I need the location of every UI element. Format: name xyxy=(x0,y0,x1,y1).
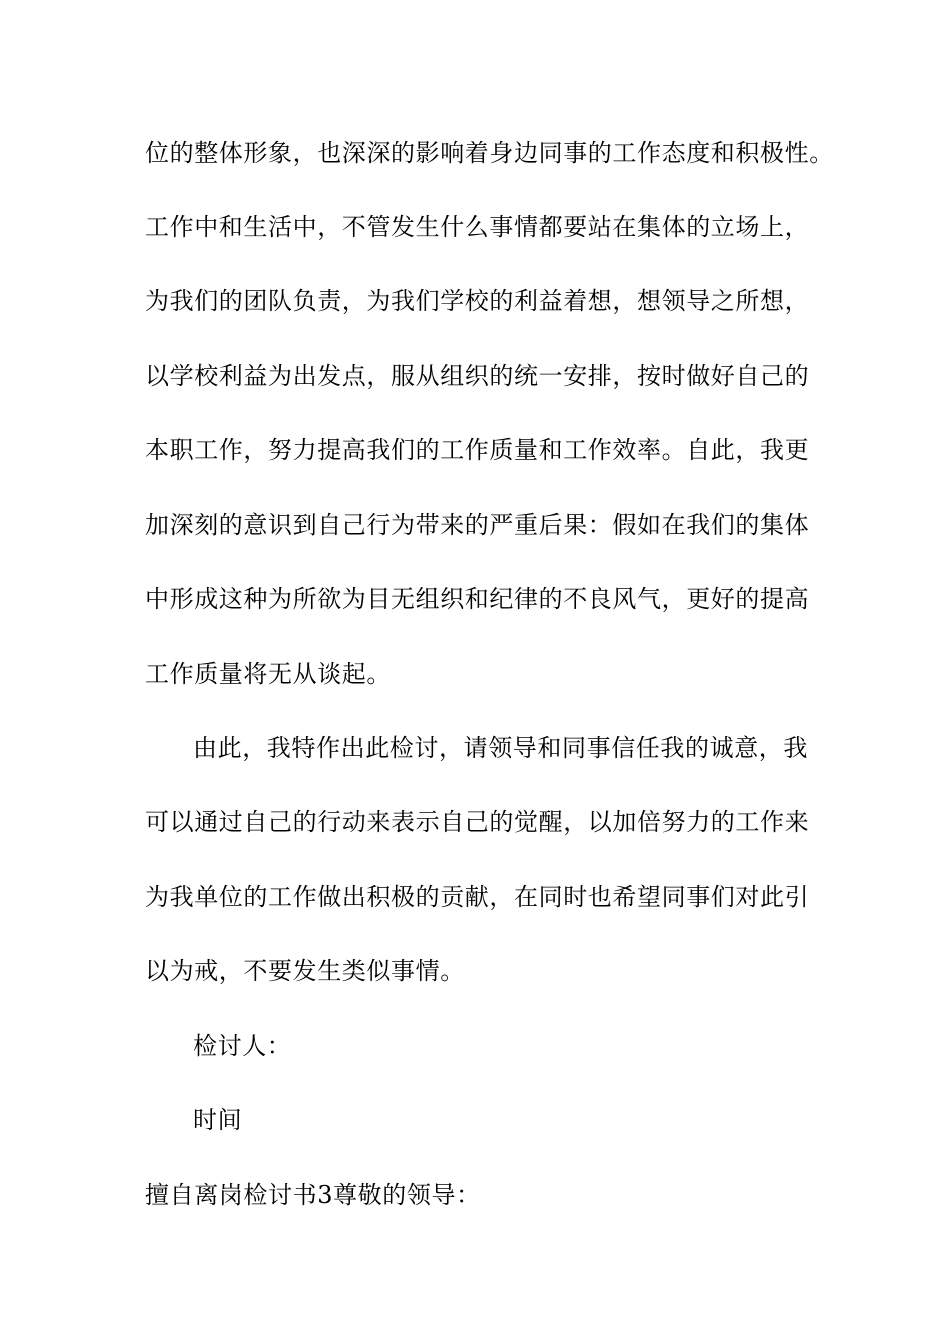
paragraph-line: 可以通过自己的行动来表示自己的觉醒，以加倍努力的工作来 xyxy=(145,808,810,836)
paragraph-line: 为我单位的工作做出积极的贡献，在同时也希望同事们对此引 xyxy=(145,883,810,911)
paragraph-line: 本职工作，努力提高我们的工作质量和工作效率。自此，我更 xyxy=(145,436,810,464)
signature-label: 检讨人： xyxy=(193,1032,292,1060)
paragraph-line: 以学校利益为出发点，服从组织的统一安排，按时做好自己的 xyxy=(145,362,810,390)
paragraph-line: 加深刻的意识到自己行为带来的严重后果：假如在我们的集体 xyxy=(145,511,810,539)
paragraph-line: 由此，我特作出此检讨，请领导和同事信任我的诚意，我 xyxy=(193,734,808,762)
section-heading: 擅自离岗检讨书3尊敬的领导： xyxy=(145,1181,481,1209)
paragraph-line: 工作质量将无从谈起。 xyxy=(145,660,391,688)
paragraph-line: 中形成这种为所欲为目无组织和纪律的不良风气，更好的提高 xyxy=(145,585,810,613)
date-label: 时间 xyxy=(193,1106,243,1134)
paragraph-line: 工作中和生活中，不管发生什么事情都要站在集体的立场上， xyxy=(145,213,810,241)
paragraph-line: 位的整体形象，也深深的影响着身边同事的工作态度和积极性。 xyxy=(145,139,834,167)
paragraph-line: 以为戒，不要发生类似事情。 xyxy=(145,957,465,985)
paragraph-line: 为我们的团队负责，为我们学校的利益着想，想领导之所想， xyxy=(145,287,810,315)
